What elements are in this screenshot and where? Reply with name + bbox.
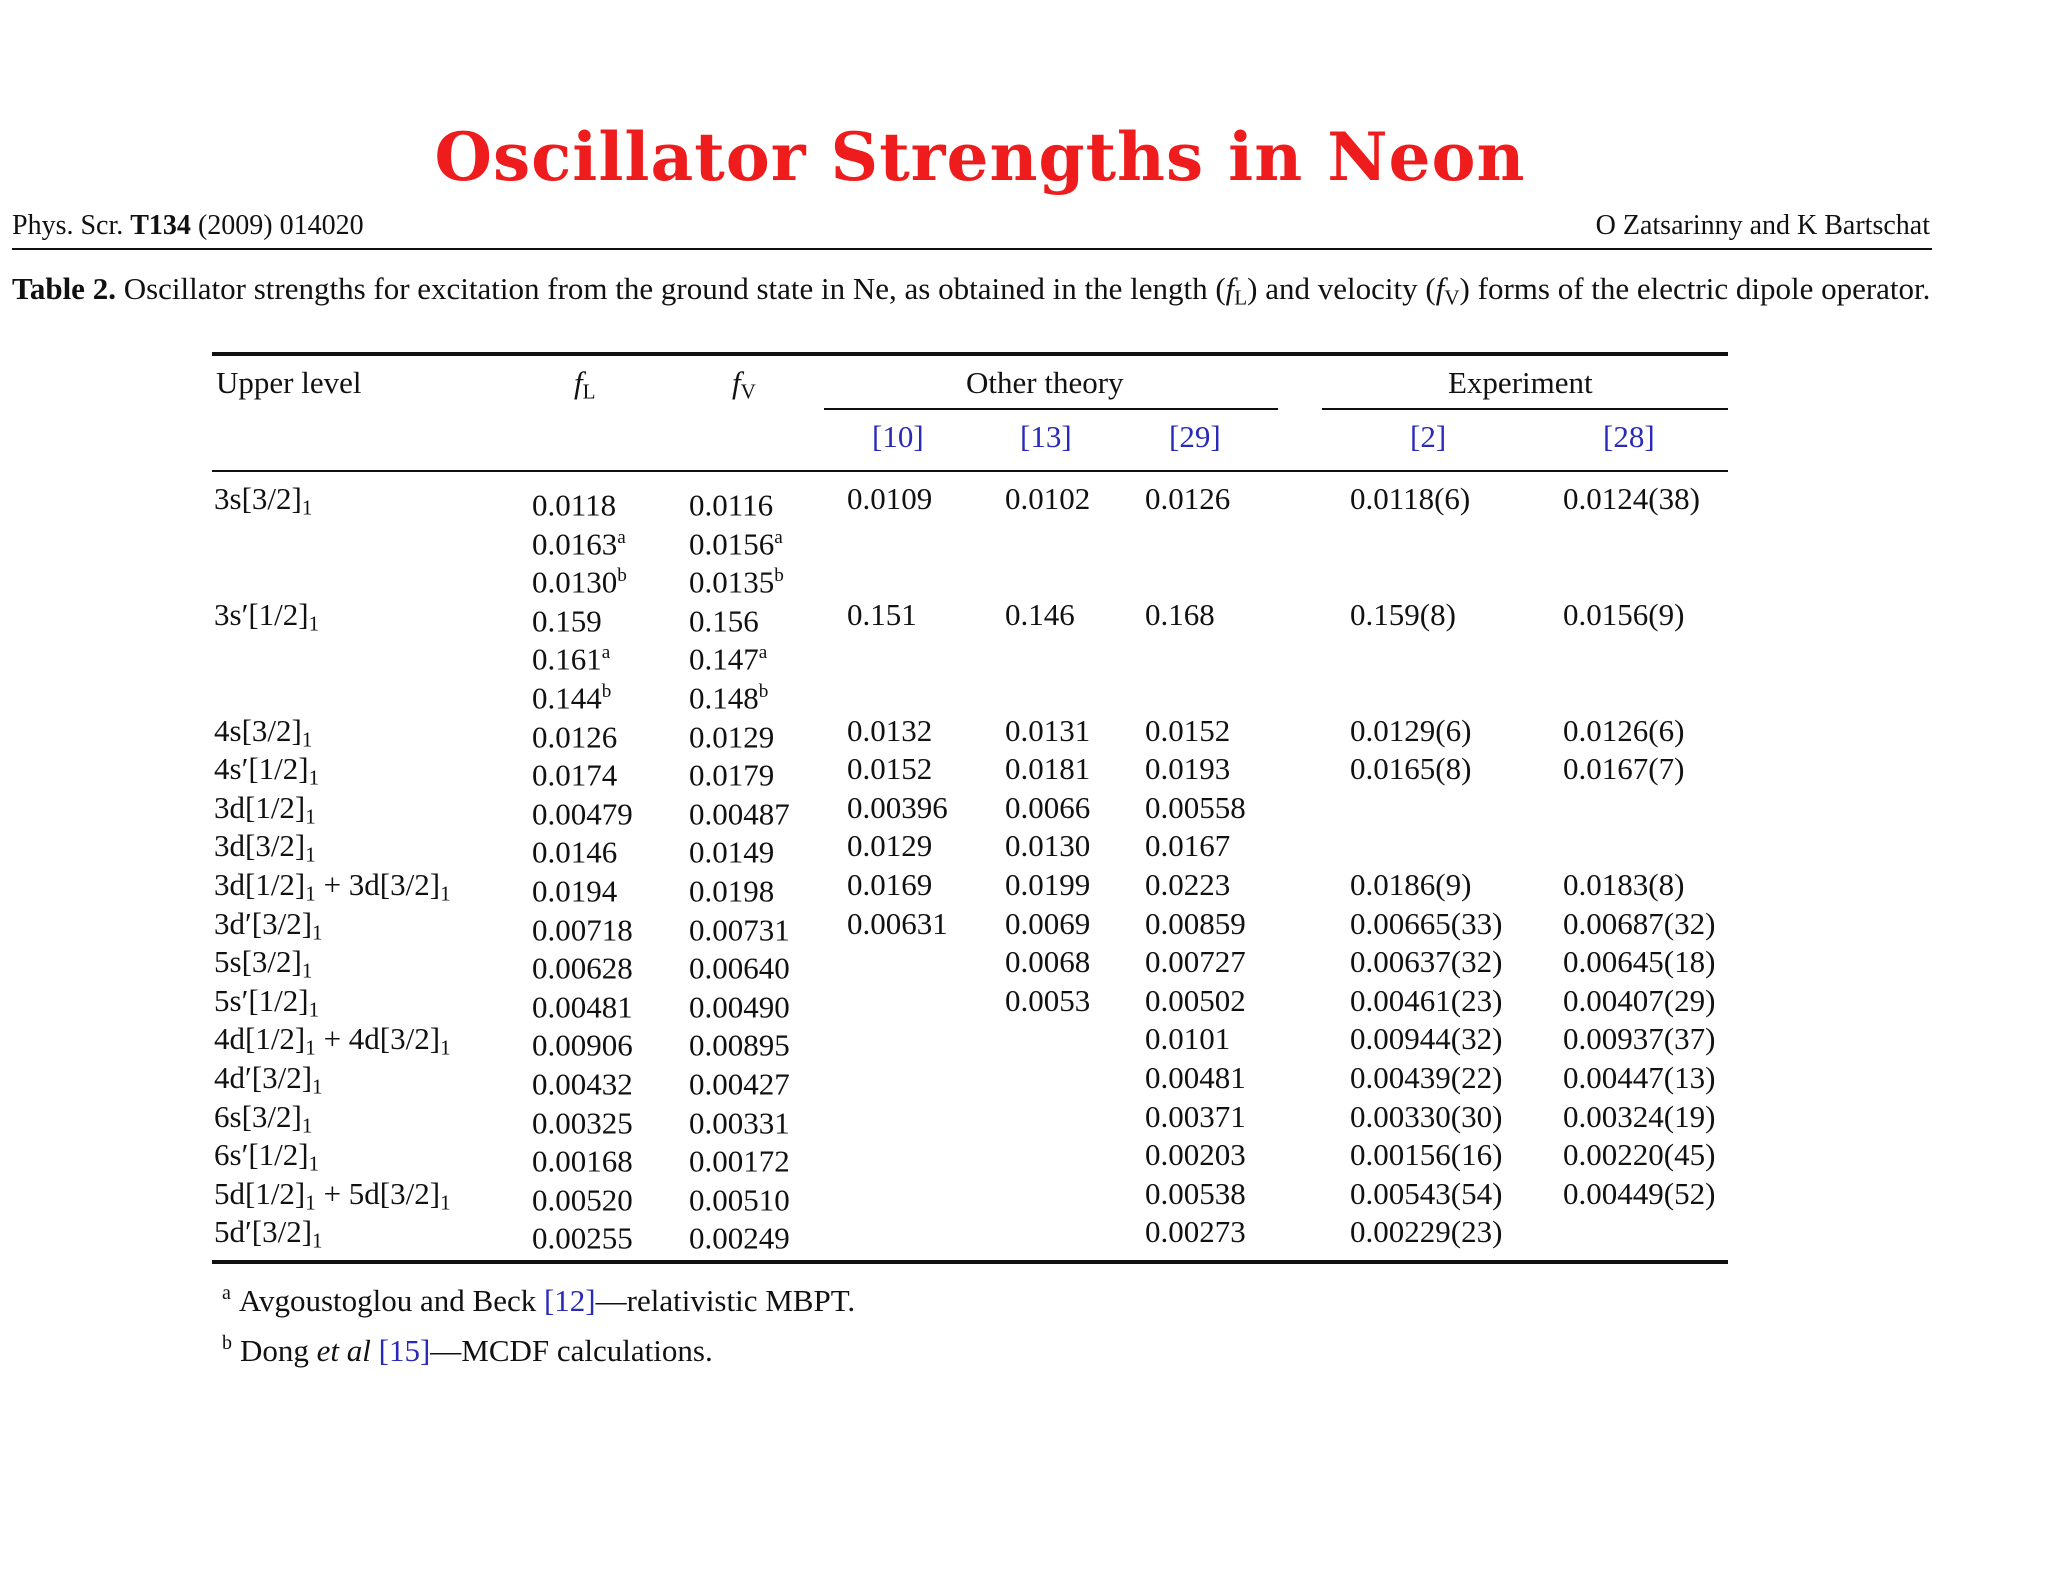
- cell-experiment-2: [1350, 1020, 1502, 1058]
- level-level-sub: 1: [308, 611, 320, 636]
- cell-theory-10-value: 0.151: [847, 596, 917, 632]
- cell-theory-10: [847, 905, 948, 943]
- footnote-ref-link[interactable]: [15]: [378, 1333, 431, 1368]
- cell-theory-29: [1145, 750, 1230, 788]
- cell-theory-29-value: 0.0167: [1145, 828, 1231, 864]
- cell-theory-29-value: 0.00727: [1145, 944, 1246, 980]
- level-level-sub: 1: [305, 804, 316, 829]
- cell-fv-value: 0.00731: [689, 912, 790, 948]
- caption-text: ) forms of the electric dipole operator.: [1459, 271, 1931, 306]
- cell-fv-value: 0.00490: [689, 989, 790, 1025]
- cell-upper-level: [214, 1213, 323, 1259]
- cell-fv-value: 0.0135: [689, 564, 775, 600]
- journal-name: Phys. Scr.: [12, 210, 124, 241]
- journal-volume: T134: [130, 210, 191, 241]
- cell-experiment-28: [1563, 1059, 1715, 1097]
- cell-theory-29: [1145, 712, 1230, 750]
- cell-fl-value: 0.00432: [532, 1066, 633, 1102]
- level-level-main: 5d[1/2]: [214, 1175, 306, 1211]
- cell-theory-13: [1005, 827, 1090, 865]
- level-level-sub2: 1: [440, 1190, 451, 1215]
- cell-theory-29: [1145, 789, 1246, 827]
- caption-fl-symbol: f: [1225, 271, 1235, 306]
- cell-theory-10-value: 0.00631: [847, 905, 948, 941]
- cell-theory-13: [1005, 982, 1090, 1020]
- cell-experiment-2: [1350, 866, 1471, 904]
- cell-experiment-28: [1563, 480, 1700, 518]
- level-level-sub: 1: [308, 1151, 320, 1176]
- header-fl-sub: L: [582, 379, 596, 404]
- cell-fl-value: 0.159: [532, 603, 602, 639]
- level-level-sub2: 1: [440, 1035, 451, 1060]
- cell-theory-10-value: 0.0109: [847, 481, 933, 516]
- cell-theory-13: [1005, 905, 1090, 943]
- level-level-sub: 1: [312, 1074, 323, 1099]
- cell-experiment-28-value: 0.0124(38): [1563, 481, 1700, 516]
- cell-upper-level: [214, 596, 319, 642]
- level-level-main: 3s′[1/2]: [214, 596, 309, 632]
- header-ref-10: [10]: [872, 419, 924, 454]
- cell-fl-value: 0.161: [532, 641, 602, 677]
- table-top-rule: [212, 352, 1728, 356]
- cell-fl-value: 0.00628: [532, 950, 633, 986]
- level-level-rest: + 3d[3/2]: [315, 867, 441, 902]
- cell-theory-29: [1145, 480, 1230, 518]
- cell-fl-value: 0.0130: [532, 564, 618, 600]
- running-header: [12, 210, 1930, 242]
- cell-experiment-28: [1563, 866, 1684, 904]
- cell-experiment-2: [1350, 1136, 1502, 1174]
- level-level-main: 5s′[1/2]: [214, 982, 309, 1018]
- cell-fl: [532, 1213, 633, 1258]
- cell-experiment-28-value: 0.0126(6): [1563, 712, 1685, 748]
- cell-fv-value: 0.147: [689, 641, 759, 677]
- cell-theory-29-value: 0.00371: [1145, 1098, 1246, 1134]
- cell-experiment-2: [1350, 596, 1456, 634]
- cell-theory-10-value: 0.00396: [847, 789, 948, 825]
- level-level-main: 4s[3/2]: [214, 712, 302, 748]
- cell-theory-29-value: 0.0223: [1145, 867, 1231, 902]
- cell-fl-value: 0.00481: [532, 989, 633, 1025]
- cell-fv-value: 0.00487: [689, 796, 790, 832]
- level-level-sub: 1: [301, 495, 313, 520]
- cell-theory-29-value: 0.00859: [1145, 905, 1246, 941]
- cell-fl-value: 0.0174: [532, 757, 618, 793]
- cell-fv: [689, 1213, 790, 1258]
- cell-theory-13-value: 0.0181: [1005, 751, 1091, 787]
- cell-experiment-2: [1350, 943, 1502, 981]
- header-upper-level: Upper level: [216, 365, 362, 400]
- level-level-main: 5d′[3/2]: [214, 1214, 313, 1250]
- cell-fl-value: 0.00168: [532, 1143, 633, 1179]
- cell-experiment-2-value: 0.159(8): [1350, 596, 1456, 632]
- caption-text: Oscillator strengths for excitation from the ground state in Ne, as obtained in the length (: [123, 271, 1226, 306]
- cell-theory-29-value: 0.00538: [1145, 1175, 1246, 1211]
- cell-experiment-28: [1563, 712, 1684, 750]
- cell-theory-29-value: 0.00502: [1145, 982, 1246, 1018]
- cell-experiment-2-value: 0.00439(22): [1350, 1060, 1503, 1095]
- cell-theory-13: [1005, 943, 1090, 981]
- cell-theory-29-value: 0.0126: [1145, 481, 1231, 516]
- cell-fv-value: 0.0149: [689, 834, 775, 870]
- cell-fv-value: 0.0116: [689, 487, 774, 523]
- level-level-main: 3d[1/2]: [214, 789, 306, 825]
- cell-experiment-2-value: 0.0129(6): [1350, 712, 1472, 748]
- footnote-text: —MCDF calculations.: [430, 1333, 713, 1368]
- footnote-marker: b: [601, 681, 612, 702]
- cell-experiment-28: [1563, 905, 1715, 943]
- cell-experiment-2: [1350, 712, 1471, 750]
- footnote-mark: a: [222, 1282, 231, 1304]
- level-level-sub: 1: [305, 881, 316, 906]
- cell-fl-value: 0.00255: [532, 1220, 633, 1256]
- cell-experiment-2: [1350, 480, 1470, 518]
- experiment-rule: [1322, 408, 1728, 410]
- cell-theory-13-value: 0.0069: [1005, 905, 1091, 941]
- cell-fv-value: 0.00172: [689, 1143, 790, 1179]
- cell-fl-value: 0.144: [532, 680, 602, 716]
- footnote-italic: et al: [316, 1333, 371, 1368]
- cell-theory-29-value: 0.00481: [1145, 1060, 1246, 1095]
- level-level-main: 5s[3/2]: [214, 944, 302, 980]
- cell-experiment-2: [1350, 1059, 1502, 1097]
- cell-fl-value: 0.0146: [532, 834, 618, 870]
- cell-theory-29: [1145, 905, 1246, 943]
- cell-theory-13: [1005, 596, 1075, 634]
- cell-fl-value: 0.00718: [532, 912, 633, 948]
- cell-fv-value: 0.00510: [689, 1182, 790, 1218]
- level-level-sub: 1: [308, 997, 320, 1022]
- level-level-sub: 1: [301, 958, 313, 983]
- header-ref-29: [29]: [1169, 419, 1221, 454]
- cell-theory-13: [1005, 712, 1090, 750]
- cell-theory-13: [1005, 789, 1090, 827]
- cell-theory-29-value: 0.0101: [1145, 1021, 1231, 1057]
- cell-theory-13: [1005, 480, 1090, 518]
- cell-theory-29-value: 0.0193: [1145, 751, 1231, 787]
- level-level-main: 6s′[1/2]: [214, 1137, 309, 1173]
- cell-experiment-2-value: 0.00461(23): [1350, 982, 1503, 1018]
- cell-theory-29-value: 0.0152: [1145, 712, 1231, 748]
- footnote-marker: b: [758, 681, 769, 702]
- cell-fv-value: 0.0198: [689, 873, 775, 909]
- footnote-marker: b: [774, 565, 784, 587]
- cell-experiment-28: [1563, 1020, 1715, 1058]
- cell-upper-level: [214, 480, 312, 526]
- cell-experiment-28-value: 0.00449(52): [1563, 1175, 1716, 1211]
- cell-theory-29: [1145, 1098, 1246, 1136]
- caption-text: ) and velocity (: [1247, 271, 1436, 306]
- level-level-main: 3s[3/2]: [214, 481, 302, 516]
- cell-experiment-28: [1563, 750, 1684, 788]
- cell-theory-13-value: 0.0053: [1005, 982, 1091, 1018]
- header-fv: [732, 364, 756, 410]
- footnote-text: Avgoustoglou and Beck: [238, 1283, 544, 1318]
- cell-theory-10: [847, 750, 932, 788]
- cell-theory-10: [847, 712, 932, 750]
- cell-fl-value: 0.0194: [532, 873, 618, 909]
- cell-theory-13-value: 0.0068: [1005, 944, 1091, 980]
- authors: O Zatsarinny and K Bartschat: [1595, 210, 1930, 241]
- cell-fl-value: 0.00325: [532, 1105, 633, 1141]
- cell-experiment-2-value: 0.00543(54): [1350, 1175, 1503, 1211]
- header-experiment: Experiment: [1448, 365, 1593, 400]
- cell-theory-29-value: 0.00203: [1145, 1137, 1246, 1173]
- caption-fl-sub: L: [1234, 285, 1248, 310]
- header-ref-2: [2]: [1410, 419, 1447, 454]
- level-level-sub: 1: [308, 765, 320, 790]
- header-ref-28: [28]: [1603, 419, 1655, 454]
- cell-theory-13-value: 0.0130: [1005, 828, 1091, 864]
- footnote-marker: a: [774, 526, 783, 548]
- other-theory-rule: [824, 408, 1278, 410]
- cell-experiment-2-value: 0.0118(6): [1350, 481, 1471, 516]
- level-level-main: 6s[3/2]: [214, 1098, 302, 1134]
- footnote-text: —relativistic MBPT.: [595, 1283, 856, 1318]
- cell-experiment-28-value: 0.0167(7): [1563, 751, 1685, 787]
- footnote-b: [222, 1322, 855, 1372]
- cell-theory-10-value: 0.0129: [847, 828, 933, 864]
- cell-fv-value: 0.00331: [689, 1105, 790, 1141]
- level-level-main: 3d[3/2]: [214, 828, 306, 864]
- cell-fl-value: 0.00479: [532, 796, 633, 832]
- cell-experiment-28-value: 0.00447(13): [1563, 1060, 1716, 1095]
- cell-fl-value: 0.00520: [532, 1182, 633, 1218]
- cell-fv-value: 0.00895: [689, 1027, 790, 1063]
- cell-theory-10: [847, 596, 917, 634]
- header-fv-symbol: f: [732, 365, 741, 400]
- cell-experiment-28-value: 0.0156(9): [1563, 596, 1685, 632]
- cell-fv-value: 0.0179: [689, 757, 775, 793]
- cell-theory-10: [847, 480, 932, 518]
- cell-experiment-28: [1563, 943, 1715, 981]
- cell-experiment-2: [1350, 1098, 1502, 1136]
- cell-experiment-28-value: 0.0183(8): [1563, 867, 1685, 902]
- cell-theory-29-value: 0.168: [1145, 596, 1215, 632]
- cell-theory-13-value: 0.0102: [1005, 481, 1091, 516]
- cell-theory-29: [1145, 943, 1246, 981]
- cell-fv-value: 0.00427: [689, 1066, 790, 1102]
- footnote-a: [222, 1272, 855, 1322]
- cell-fv-value: 0.00640: [689, 950, 790, 986]
- cell-experiment-28-value: 0.00937(37): [1563, 1021, 1716, 1057]
- cell-theory-10-value: 0.0169: [847, 867, 933, 902]
- cell-theory-10: [847, 789, 948, 827]
- cell-theory-29: [1145, 1059, 1246, 1097]
- footnote-marker: b: [617, 565, 627, 587]
- footnote-marker: a: [617, 526, 626, 548]
- footnote-marker: a: [758, 642, 768, 664]
- cell-fl-value: 0.0118: [532, 487, 617, 523]
- cell-experiment-2: [1350, 1213, 1502, 1251]
- cell-fv-value: 0.0156: [689, 526, 775, 562]
- level-level-sub: 1: [301, 1112, 313, 1137]
- journal-year-article: (2009) 014020: [197, 210, 364, 241]
- caption-label: Table 2.: [12, 271, 116, 306]
- cell-fl-value: 0.0126: [532, 719, 618, 755]
- header-fv-sub: V: [740, 379, 756, 404]
- level-level-rest: + 4d[3/2]: [315, 1021, 441, 1057]
- cell-theory-29: [1145, 827, 1230, 865]
- cell-theory-13-value: 0.0131: [1005, 712, 1091, 748]
- cell-experiment-28-value: 0.00220(45): [1563, 1137, 1716, 1173]
- level-level-sub: 1: [312, 919, 323, 944]
- level-level-main: 3d′[3/2]: [214, 905, 313, 941]
- table-bottom-rule: [212, 1260, 1728, 1264]
- cell-theory-29: [1145, 1213, 1246, 1251]
- cell-fv-value: 0.0129: [689, 719, 775, 755]
- cell-experiment-28: [1563, 1098, 1715, 1136]
- level-level-sub: 1: [301, 726, 313, 751]
- cell-experiment-2-value: 0.00229(23): [1350, 1214, 1503, 1250]
- cell-theory-13-value: 0.0066: [1005, 789, 1091, 825]
- table-caption: [12, 270, 1932, 316]
- cell-experiment-2-value: 0.00665(33): [1350, 905, 1503, 941]
- cell-experiment-2-value: 0.0165(8): [1350, 751, 1472, 787]
- level-level-sub: 1: [305, 1035, 316, 1060]
- cell-experiment-2-value: 0.00944(32): [1350, 1021, 1503, 1057]
- cell-theory-29: [1145, 596, 1215, 634]
- cell-fl-value: 0.00906: [532, 1027, 633, 1063]
- header-fl-symbol: f: [574, 365, 583, 400]
- cell-theory-10-value: 0.0132: [847, 712, 933, 748]
- level-level-sub: 1: [305, 1190, 316, 1215]
- level-level-rest: + 5d[3/2]: [315, 1175, 441, 1211]
- cell-theory-10: [847, 866, 932, 904]
- cell-experiment-28-value: 0.00407(29): [1563, 982, 1716, 1018]
- cell-theory-13-value: 0.0199: [1005, 867, 1091, 902]
- cell-theory-29-value: 0.00273: [1145, 1214, 1246, 1250]
- cell-theory-13: [1005, 750, 1090, 788]
- header-ref-13: [13]: [1020, 419, 1072, 454]
- cell-experiment-28-value: 0.00324(19): [1563, 1098, 1716, 1134]
- footnote-ref-link[interactable]: [12]: [543, 1283, 596, 1318]
- header-other-theory: Other theory: [966, 365, 1124, 400]
- cell-experiment-28-value: 0.00687(32): [1563, 905, 1716, 941]
- footnote-marker: a: [601, 642, 611, 664]
- caption-fv-symbol: f: [1435, 271, 1445, 306]
- cell-theory-10-value: 0.0152: [847, 751, 933, 787]
- caption-fv-sub: V: [1444, 285, 1460, 310]
- level-level-sub: 1: [312, 1228, 323, 1253]
- journal-citation: [12, 210, 364, 242]
- slide-title: Oscillator Strengths in Neon: [434, 118, 1526, 196]
- footnote-text: Dong: [240, 1333, 317, 1368]
- level-level-main: 4s′[1/2]: [214, 751, 309, 787]
- cell-experiment-28-value: 0.00645(18): [1563, 944, 1716, 980]
- footnote-mark: b: [222, 1332, 232, 1354]
- cell-theory-13-value: 0.146: [1005, 596, 1075, 632]
- level-level-main: 4d[1/2]: [214, 1021, 306, 1057]
- header-bottom-rule: [212, 470, 1728, 472]
- cell-experiment-2: [1350, 905, 1502, 943]
- header-fl: [574, 364, 596, 410]
- cell-experiment-2: [1350, 982, 1502, 1020]
- cell-fv-value: 0.148: [689, 680, 759, 716]
- cell-theory-29: [1145, 1175, 1246, 1213]
- level-level-sub: 1: [305, 842, 316, 867]
- cell-experiment-2-value: 0.00637(32): [1350, 944, 1503, 980]
- header-rule: [12, 248, 1932, 250]
- cell-experiment-2-value: 0.00156(16): [1350, 1137, 1503, 1173]
- cell-experiment-28: [1563, 982, 1715, 1020]
- cell-theory-29: [1145, 1020, 1230, 1058]
- cell-experiment-2: [1350, 1175, 1502, 1213]
- level-level-main: 4d′[3/2]: [214, 1060, 313, 1095]
- cell-experiment-2: [1350, 750, 1471, 788]
- cell-experiment-2-value: 0.00330(30): [1350, 1098, 1503, 1134]
- cell-fv-value: 0.156: [689, 603, 759, 639]
- cell-theory-29: [1145, 866, 1230, 904]
- cell-experiment-28: [1563, 596, 1684, 634]
- cell-experiment-28: [1563, 1175, 1715, 1213]
- cell-theory-10: [847, 827, 932, 865]
- cell-theory-29: [1145, 982, 1246, 1020]
- cell-experiment-2-value: 0.0186(9): [1350, 867, 1472, 902]
- cell-fl-value: 0.0163: [532, 526, 618, 562]
- cell-experiment-28: [1563, 1136, 1715, 1174]
- level-level-sub2: 1: [440, 881, 451, 906]
- cell-theory-29: [1145, 1136, 1246, 1174]
- table-footnotes: [222, 1272, 855, 1372]
- cell-theory-29-value: 0.00558: [1145, 789, 1246, 825]
- level-level-main: 3d[1/2]: [214, 867, 306, 902]
- cell-fv-value: 0.00249: [689, 1220, 790, 1256]
- cell-theory-13: [1005, 866, 1090, 904]
